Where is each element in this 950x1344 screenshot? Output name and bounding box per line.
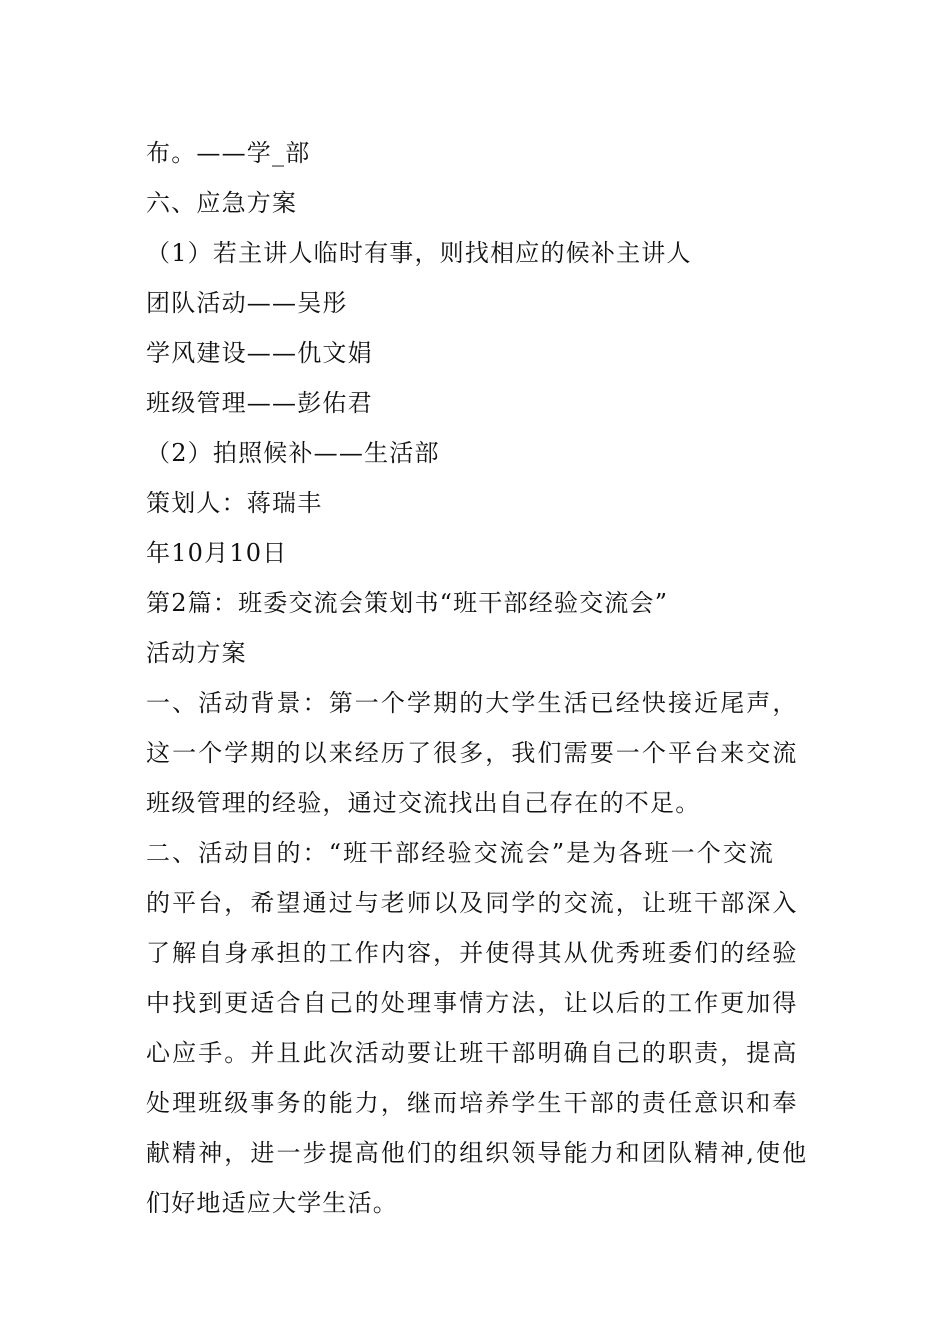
text-line: （1）若主讲人临时有事，则找相应的候补主讲人 [146, 239, 692, 267]
paragraph-line: 们好地适应大学生活。 [146, 1189, 398, 1217]
paragraph-line: 的平台，希望通过与老师以及同学的交流，让班干部深入 [146, 889, 799, 917]
text-line: 学风建设——仇文娟 [146, 339, 373, 367]
document-page [146, 128, 809, 1228]
paragraph-line: 中找到更适合自己的处理事情方法，让以后的工作更加得 [146, 989, 799, 1017]
paragraph-line: 献精神，进一步提高他们的组织领导能力和团队精神,使他 [146, 1139, 809, 1167]
date-line: 年10月10日 [146, 539, 288, 567]
text-line: 班级管理——彭佑君 [146, 389, 373, 417]
paragraph-line: 二、活动目的：“班干部经验交流会”是为各班一个交流 [146, 839, 776, 867]
paragraph-line: 处理班级事务的能力，继而培养学生干部的责任意识和奉 [146, 1089, 799, 1117]
paragraph-line: 班级管理的经验，通过交流找出自己存在的不足。 [146, 789, 701, 817]
chapter-title: 第2篇：班委交流会策划书“班干部经验交流会” [146, 589, 669, 617]
paragraph-line: 一、活动背景：第一个学期的大学生活已经快接近尾声， [146, 689, 799, 717]
planner-line: 策划人：蒋瑞丰 [146, 489, 323, 517]
text-line: （2）拍照候补——生活部 [146, 439, 440, 467]
text-line: 布。——学_部 [146, 139, 311, 167]
paragraph-line: 这一个学期的以来经历了很多，我们需要一个平台来交流 [146, 739, 799, 767]
text-line: 团队活动——吴彤 [146, 289, 348, 317]
paragraph-line: 了解自身承担的工作内容，并使得其从优秀班委们的经验 [146, 939, 799, 967]
section-heading: 活动方案 [146, 639, 247, 667]
paragraph-line: 心应手。并且此次活动要让班干部明确自己的职责，提高 [146, 1039, 799, 1067]
section-heading: 六、应急方案 [146, 189, 298, 217]
